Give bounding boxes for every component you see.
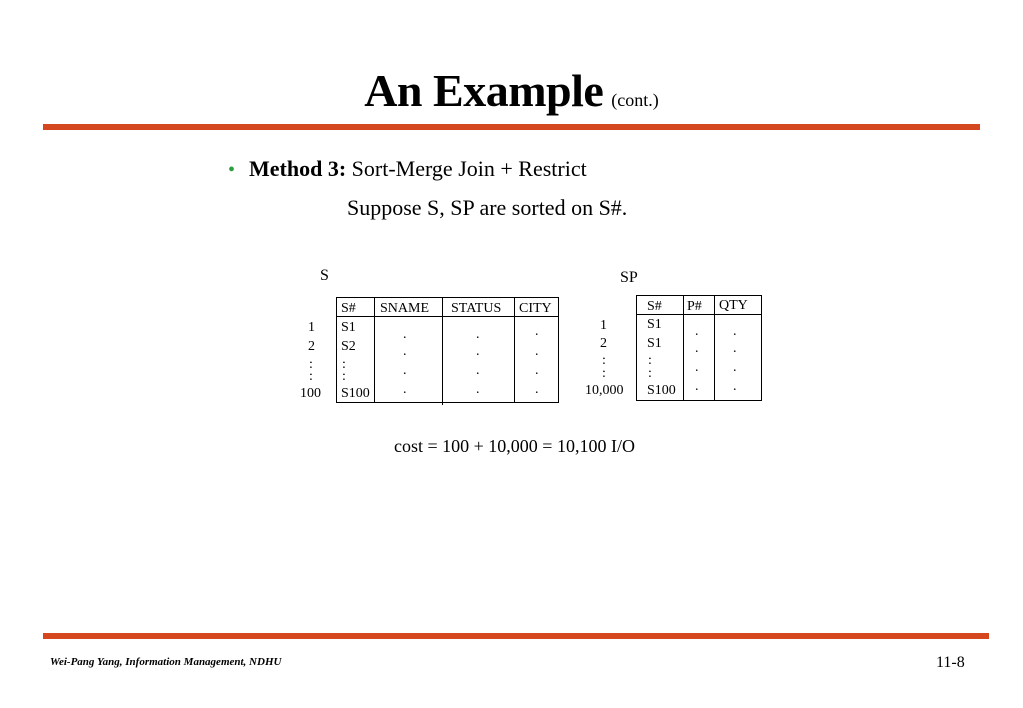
table-sp-row-number: :: [602, 366, 606, 381]
table-sp-divider: [714, 295, 715, 401]
table-s-divider: [514, 297, 515, 403]
table-s-header-status: STATUS: [451, 301, 502, 316]
table-s-divider: [442, 297, 443, 405]
table-sp-header-qty: QTY: [719, 298, 748, 313]
bullet-text: Sort-Merge Join + Restrict: [346, 156, 587, 181]
table-s-key-value: S100: [341, 386, 370, 401]
table-s-key-value: :: [342, 357, 346, 372]
table-s-header-line: [336, 316, 559, 317]
sorted-note: Suppose S, SP are sorted on S#.: [347, 195, 628, 220]
table-sp-ellipsis: .: [733, 341, 737, 356]
table-s-ellipsis: .: [535, 363, 539, 378]
bullet-label: Method 3:: [249, 156, 347, 181]
table-s-name: S: [320, 267, 329, 284]
bullet-dot-icon: •: [228, 159, 236, 181]
table-s-ellipsis: .: [403, 382, 407, 397]
table-sp-ellipsis: .: [733, 360, 737, 375]
bullet-method: [228, 156, 587, 182]
title-suffix: (cont.): [611, 90, 659, 110]
slide-title: [0, 64, 1023, 117]
cost-formula: cost = 100 + 10,000 = 10,100 I/O: [394, 436, 635, 456]
table-sp-key-value: :: [648, 353, 652, 368]
table-s-ellipsis: .: [403, 327, 407, 342]
table-sp-row-number: :: [602, 353, 606, 368]
title-main: An Example: [364, 65, 604, 116]
table-s-row-number: :: [309, 369, 313, 384]
table-sp-divider: [683, 295, 684, 401]
table-sp-header-line: [636, 314, 762, 315]
table-sp-ellipsis: .: [695, 379, 699, 394]
table-s-key-value: S2: [341, 339, 356, 354]
table-sp-header-sno: S#: [647, 299, 662, 314]
table-s-row-number: 2: [308, 339, 315, 354]
table-sp-ellipsis: .: [733, 324, 737, 339]
table-s-divider: [374, 297, 375, 403]
table-sp-row-number: 2: [600, 336, 607, 351]
table-sp-row-number: 1: [600, 318, 607, 333]
table-s-ellipsis: .: [535, 324, 539, 339]
table-sp-key-value: :: [648, 366, 652, 381]
table-s-header-sno: S#: [341, 301, 356, 316]
table-sp-key-value: S1: [647, 336, 662, 351]
table-s-header-sname: SNAME: [380, 301, 430, 316]
table-sp-ellipsis: .: [695, 360, 699, 375]
table-sp-ellipsis: .: [695, 341, 699, 356]
table-sp-header-pno: P#: [687, 299, 702, 314]
table-s-row-number: :: [309, 357, 313, 372]
table-s-key-value: :: [342, 369, 346, 384]
table-s-ellipsis: .: [476, 363, 480, 378]
table-sp-ellipsis: .: [695, 324, 699, 339]
table-s-header-city: CITY: [519, 301, 552, 316]
table-sp-name: SP: [620, 269, 638, 286]
footer-author: Wei-Pang Yang, Information Management, NDHU: [50, 656, 282, 668]
table-s-ellipsis: .: [476, 327, 480, 342]
table-s-ellipsis: .: [535, 344, 539, 359]
table-s-ellipsis: .: [476, 344, 480, 359]
table-s-ellipsis: .: [535, 382, 539, 397]
bottom-divider: [43, 633, 989, 639]
table-s-row-number: 1: [308, 320, 315, 335]
table-s-ellipsis: .: [476, 382, 480, 397]
table-s-ellipsis: .: [403, 344, 407, 359]
table-sp-ellipsis: .: [733, 379, 737, 394]
top-divider: [43, 124, 980, 130]
table-sp-key-value: S1: [647, 317, 662, 332]
table-s-row-number: 100: [300, 386, 321, 401]
table-s-ellipsis: .: [403, 363, 407, 378]
table-sp-key-value: S100: [647, 383, 676, 398]
table-s-key-value: S1: [341, 320, 356, 335]
page-number: 11-8: [936, 654, 965, 671]
table-sp-row-number: 10,000: [585, 383, 624, 398]
